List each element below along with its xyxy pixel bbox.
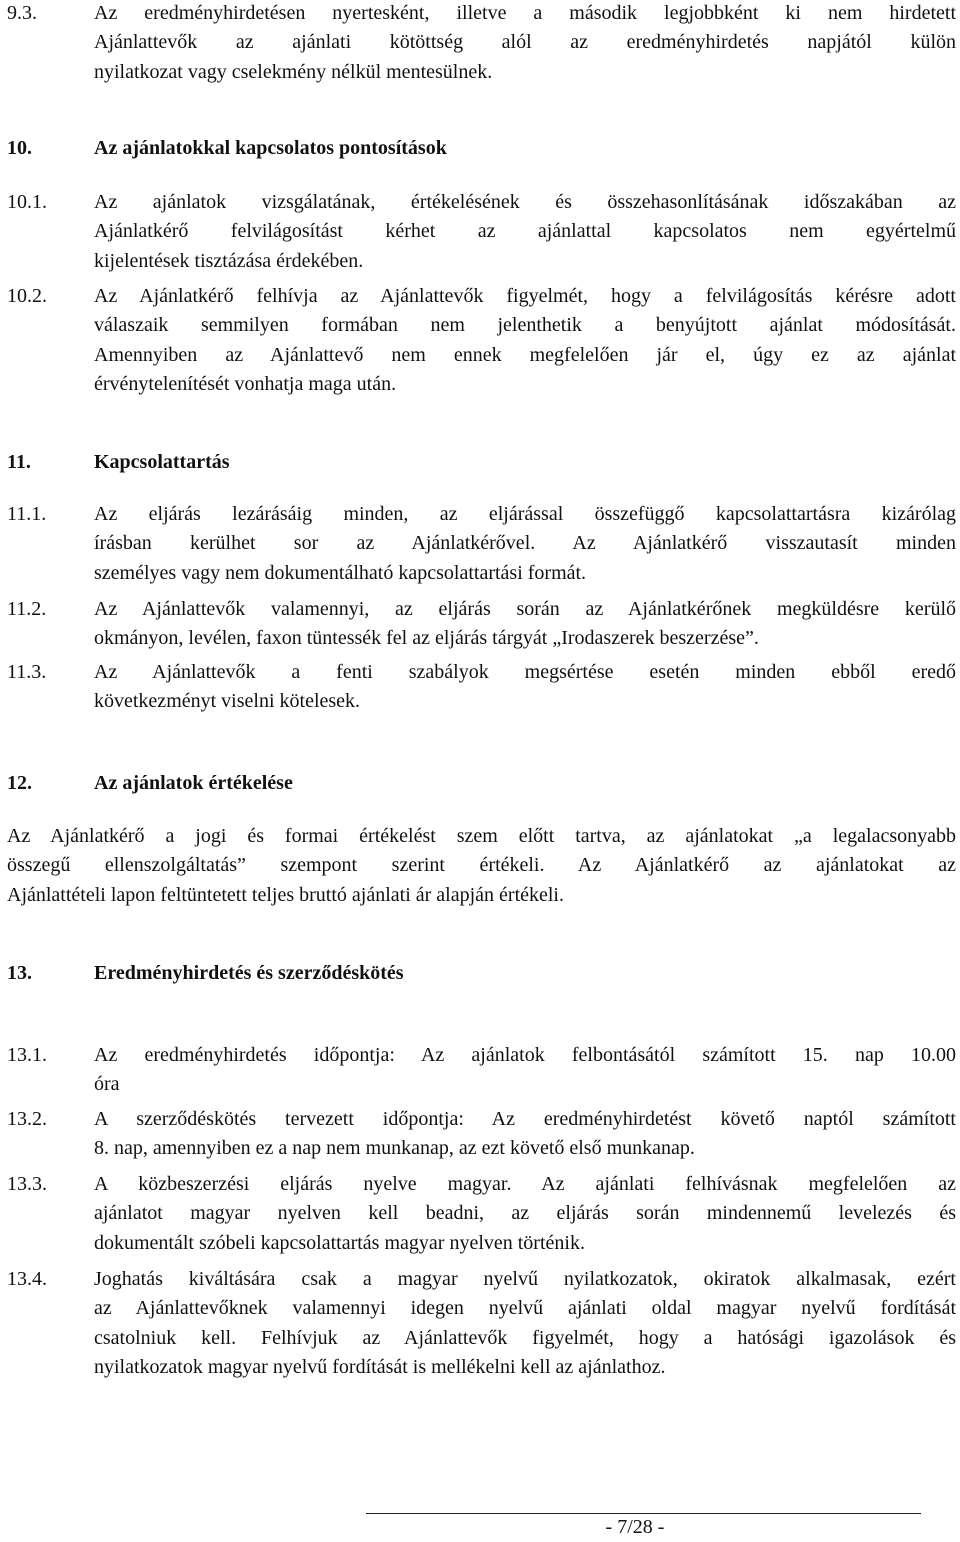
text-line: óra [94,1073,120,1096]
clause-number: 11.3. [7,661,47,683]
heading-number: 11. [7,451,31,473]
heading-number: 13. [7,962,32,984]
heading-text: Az ajánlatok értékelése [94,772,293,794]
text-line: Az Ajánlatkérő felhívja az Ajánlattevők figyelmét, hogy a felvilágosítás kérésre adott [94,285,956,307]
clause-10-2 [0,282,960,399]
clause-number: 13.3. [7,1173,47,1195]
text-line: Az Ajánlattevők a fenti szabályok megsértése esetén minden ebből eredő [94,661,956,683]
clause-13-3 [0,1170,960,1258]
clause-number: 13.1. [7,1044,47,1066]
text-line: A közbeszerzési eljárás nyelve magyar. Az ajánlati felhívásnak megfelelően az [94,1173,956,1195]
clause-number: 9.3. [7,2,37,24]
clause-text [94,1170,956,1258]
clause-10-1 [0,188,960,276]
clause-number: 11.1. [7,503,47,525]
heading-number: 10. [7,137,32,159]
clause-text [94,0,956,87]
clause-text [94,1265,956,1382]
clause-13-2 [0,1105,960,1164]
text-line: írásban kerülhet sor az Ajánlatkérővel. Az Ajánlatkérő visszautasít minden [94,532,956,555]
text-line: kijelentések tisztázása érdekében. [94,249,364,272]
clause-text [94,595,956,654]
text-line: Az eredményhirdetésen nyertesként, illetve a második legjobbként ki nem hirdetett [94,2,956,24]
clause-13-1 [0,1041,960,1100]
text-line: Joghatás kiváltására csak a magyar nyelvű nyilatkozatok, okiratok alkalmasak, ezért [94,1268,956,1290]
clause-text [94,500,956,588]
text-line: Az eredményhirdetés időpontja: Az ajánlatok felbontásától számított 15. nap 10.00 [94,1044,956,1066]
text-line: következményt viselni kötelesek. [94,690,361,713]
clause-11-3 [0,658,960,717]
heading-number: 12. [7,772,32,794]
text-line: Ajánlattételi lapon feltüntetett teljes bruttó ajánlati ár alapján értékeli. [7,883,564,906]
text-line: Az Ajánlatkérő a jogi és formai értékelést szem előtt tartva, az ajánlatokat „a legalacsonyabb [7,825,956,847]
clause-number: 13.4. [7,1268,47,1290]
clause-text [94,188,956,276]
text-line: nyilatkozatok magyar nyelvű fordítását is mellékelni kell az ajánlathoz. [94,1355,666,1378]
text-line: Az eljárás lezárásáig minden, az eljárással összefüggő kapcsolattartásra kizárólag [94,503,956,525]
clause-11-1 [0,500,960,588]
text-line: személyes vagy nem dokumentálható kapcsolattartási formát. [94,561,587,584]
page-number: - 7/28 - [605,1516,665,1538]
evaluation-paragraph [7,822,956,910]
text-line: Ajánlatkérő felvilágosítást kérhet az ajánlattal kapcsolatos nem egyértelmű [94,220,956,243]
text-line: Az ajánlatok vizsgálatának, értékelésének és összehasonlításának időszakában az [94,191,956,213]
text-line: Amennyiben az Ajánlattevő nem ennek megfelelően jár el, úgy ez az ajánlat [94,343,956,366]
heading-text: Kapcsolattartás [94,451,230,473]
text-line: A szerződéskötés tervezett időpontja: Az eredményhirdetést követő naptól számított [94,1108,956,1130]
clause-text [94,1041,956,1100]
text-line: ajánlatot magyar nyelven kell beadni, az eljárás során mindennemű levelezés és [94,1202,956,1225]
text-line: nyilatkozat vagy cselekmény nélkül mentesülnek. [94,60,493,83]
clause-text [94,658,956,717]
clause-13-4 [0,1265,960,1382]
clause-number: 11.2. [7,598,47,620]
text-line: Az Ajánlattevők valamennyi, az eljárás során az Ajánlatkérőnek megküldésre kerülő [94,598,956,620]
clause-text [94,282,956,399]
clause-text [94,1105,956,1164]
heading-text: Eredményhirdetés és szerződéskötés [94,962,404,984]
text-line: érvénytelenítését vonhatja maga után. [94,372,397,395]
text-line: az Ajánlattevőknek valamennyi idegen nyelvű ajánlati oldal magyar nyelvű fordítását [94,1297,956,1320]
heading-text: Az ajánlatokkal kapcsolatos pontosítások [94,137,447,159]
text-line: Ajánlattevők az ajánlati kötöttség alól az eredményhirdetés napjától külön [94,31,956,54]
text-line: 8. nap, amennyiben ez a nap nem munkanap, az ezt követő első munkanap. [94,1137,695,1160]
text-line: dokumentált szóbeli kapcsolattartás magyar nyelven történik. [94,1231,585,1254]
text-line: okmányon, levélen, faxon tüntessék fel az eljárás tárgyát „Irodaszerek beszerzése”. [94,627,759,650]
clause-number: 10.1. [7,191,47,213]
text-line: válaszaik semmilyen formában nem jelenthetik a benyújtott ajánlat módosítását. [94,314,956,337]
text-line: összegű ellenszolgáltatás” szempont szerint értékeli. Az Ajánlatkérő az ajánlatokat az [7,854,956,877]
clause-number: 10.2. [7,285,47,307]
clause-9-3 [0,0,960,87]
clause-11-2 [0,595,960,654]
clause-number: 13.2. [7,1108,47,1130]
text-line: csatolniuk kell. Felhívjuk az Ajánlattevők figyelmét, hogy a hatósági igazolások és [94,1326,956,1349]
